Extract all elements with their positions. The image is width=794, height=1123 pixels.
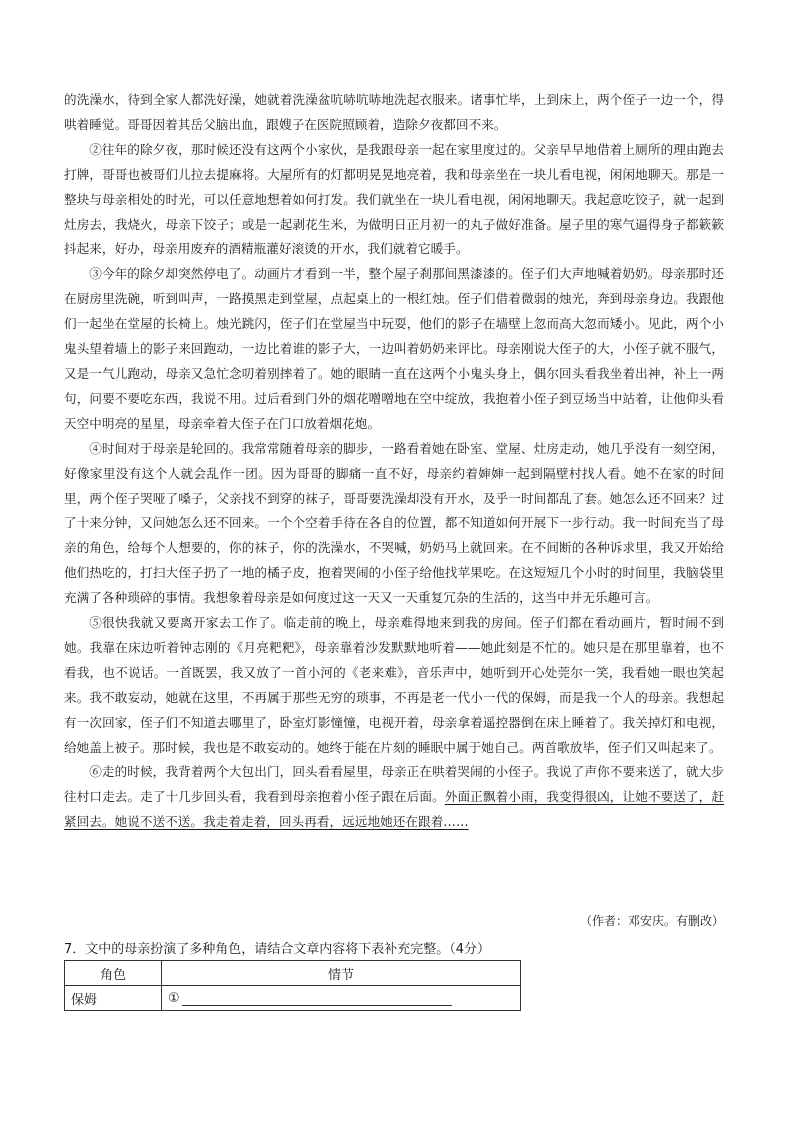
passage-paragraph-2: ②往年的除夕夜，那时候还没有这两个小家伙，是我跟母亲一起在家里度过的。父亲早早地借着上厕所的理由跑去打牌，哥哥也被哥们儿拉去提麻将。大屋所有的灯都明晃晃地亮着，我和母亲坐在一块儿看电视，闲闲地聊天。那是一整块与母亲相处的时光，可以任意地想着如何打发。我们就坐在一块儿看电视，闲闲地聊天。我起意吃饺子，就一起到灶房去，我烧火，母亲下饺子；或是一起剥花生米，为做明日正月初一的丸子做好准备。屋子里的寒气逼得身子都簌簌抖起来，好办，母亲用废弃的酒精瓶灌好滚烫的开水，我们就着它暖手。 [64, 141, 724, 257]
answer-table-row [65, 986, 521, 1011]
passage-paragraph-4: ④时间对于母亲是轮回的。我常常随着母亲的脚步，一路看着她在卧室、堂屋、灶房走动，她几乎没有一刻空闲，好像家里没有这个人就会乱作一团。因为哥哥的脚痛一直不好，母亲约着婶婶一起到隔壁村找人看。她不在家的时间里，两个侄子哭哑了嗓子，父亲找不到穿的袜子，哥哥要洗澡却没有开水，及乎一时间都乱了套。她怎么还不回来？过了十来分钟，又问她怎么还不回来。一个个空着手待在各自的位置，都不知道如何开展下一步行动。我一时间充当了母亲的角色，给每个人想要的，你的袜子，你的洗澡水，不哭喊，奶奶马上就回来。在不间断的各种诉求里，我又开始给他们热吃的，打扫大侄子扔了一地的橘子皮，抱着哭闹的小侄子给他找苹果吃。在这短短几个小时的时间里，我脑袋里充满了各种琐碎的事情。我想象着母亲是如何度过这一天又一天重复冗杂的生活的，这当中并无乐趣可言。 [64, 440, 724, 606]
passage-paragraph-6 [64, 760, 724, 835]
passage-paragraph-1: 的洗澡水，待到全家人都洗好澡，她就着洗澡盆吭哧吭哧地洗起衣服来。诸事忙毕，上到床上，两个侄子一边一个，得哄着睡觉。哥哥因着其岳父脑出血，跟嫂子在医院照顾着，造除夕夜都回不来。 [64, 92, 724, 132]
passage-paragraph-5: ⑤很快我就又要离开家去工作了。临走前的晚上，母亲难得地来到我的房间。侄子们都在看动画片，暂时闹不到她。我靠在床边听着钟志刚的《月亮粑粑》，母亲靠着沙发默默地听着——她此刻是不忙的。她只是在那里靠着，也不看我，也不说话。一首既罢，我又放了一首小河的《老来难》，音乐声中，她听到开心处莞尔一笑，我看她一眼也笑起来。我不敢妄动，她就在这里，不再属于那些无穷的琐事，不再是老一代小一代的保姆，而是我一个人的母亲。我想起有一次回家，侄子们不知道去哪里了，卧室灯影憧憧，电视开着，母亲拿着遥控器倒在床上睡着了。我关掉灯和电视，给她盖上被子。那时候，我也是不敢妄动的。她终于能在片刻的睡眠中属于她自己。两首歌放毕，侄子们又叫起来了。 [64, 615, 724, 755]
answer-table [64, 960, 521, 1011]
source-attribution: （作者：邓安庆。有删改） [579, 914, 724, 928]
underlined-ending: 外面正飘着小雨，我变得很凶，让她不要送了，赶紧回去。她说不送不送。我走着走着，回头再看，远远地她还在跟着…… [64, 789, 724, 830]
reading-passage [64, 88, 724, 835]
answer-blank-line[interactable] [182, 991, 452, 1006]
question-7-prompt: 7．文中的母亲扮演了多种角色，请结合文章内容将下表补充完整。（4分） [64, 942, 491, 957]
paragraph-6-text: ⑥走的时候，我背着两个大包出门，回头看看屋里，母亲正在哄着哭闹的小侄子。我说了声你不要来送了，就大步往村口走去。走了十几步回头看，我看到母亲抱着小侄子跟在后面。 [64, 764, 724, 805]
role-cell: 保姆 [65, 986, 162, 1011]
passage-paragraph-3: ③今年的除夕却突然停电了。动画片才看到一半，整个屋子刹那间黑漆漆的。侄子们大声地喊着奶奶。母亲那时还在厨房里洗碗，听到叫声，一路摸黑走到堂屋，点起桌上的一根红烛。侄子们借着微弱的烛光，奔到母亲身边。我跟他们一起坐在堂屋的长椅上。烛光跳闪，侄子们在堂屋当中玩耍，他们的影子在墙壁上忽而高大忽而矮小。见此，两个小鬼头望着墙上的影子来回跑动，一边比着谁的影子大，一边叫着奶奶来评比。母亲刚说大侄子的大，小侄子就不服气，又是一气儿跑动，母亲又急忙念叨着别摔着了。她的眼睛一直在这两个小鬼头身上，偶尔回头看我坐着出神，补上一两句，问要不要吃东西，我说不用。过后看到门外的烟花噌噌地在空中绽放，我抱着小侄子到豆场当中站着，让他仰头看天空中明亮的星星，母亲牵着大侄子在门口放着烟花炮。 [64, 266, 724, 431]
header-plot: 情节 [162, 961, 521, 986]
blank-marker: ① [168, 990, 180, 1006]
plot-answer-cell[interactable] [162, 986, 521, 1011]
answer-table-header-row [65, 961, 521, 986]
header-role: 角色 [65, 961, 162, 986]
